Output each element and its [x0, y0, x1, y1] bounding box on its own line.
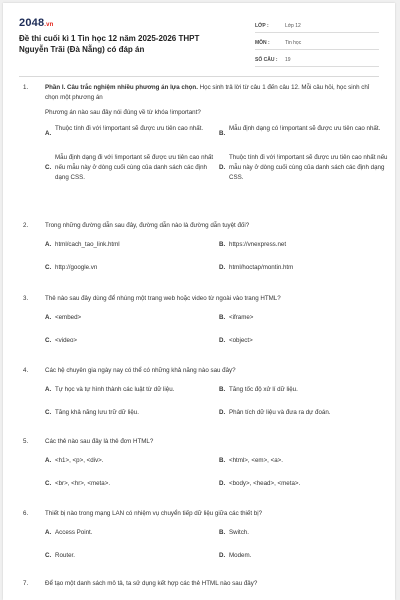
option-c[interactable]: [45, 408, 215, 418]
logo-number: 2048: [19, 17, 45, 29]
option-letter: A.: [45, 241, 52, 248]
question-7: [23, 579, 375, 589]
question-number: 5.: [23, 438, 29, 445]
question-text: Trong những đường dẫn sau đây, đường dẫn nào là đường dẫn tuyệt đối?: [45, 222, 250, 229]
question-4: [23, 366, 375, 425]
question-number: 2.: [23, 222, 29, 229]
option-letter: B.: [219, 314, 226, 321]
document-page: [3, 3, 395, 600]
option-letter: B.: [219, 386, 226, 393]
option-text: <h1>, <p>, <div>.: [55, 457, 104, 464]
option-b[interactable]: [219, 124, 389, 137]
option-letter: C.: [45, 164, 52, 171]
question-number: 6.: [23, 510, 29, 517]
option-letter: B.: [219, 241, 226, 248]
option-a[interactable]: [45, 124, 215, 137]
section-instructions: Học sinh trả lời từ câu 1 đến câu 12. Mỗi câu hỏi, học sinh chỉ chọn một phương án: [45, 84, 370, 101]
option-b[interactable]: [219, 528, 389, 538]
option-d[interactable]: [219, 479, 389, 489]
question-text: Thẻ nào sau đây dùng để nhúng một trang web hoặc video từ ngoài vào trang HTML?: [45, 295, 281, 302]
option-text: html/hoctap/montin.htm: [229, 264, 294, 271]
option-text: html/cach_tao_link.html: [55, 241, 120, 248]
option-letter: A.: [45, 386, 52, 393]
question-options: [45, 124, 388, 194]
question-options: [45, 456, 375, 496]
option-c[interactable]: [45, 336, 215, 346]
option-d[interactable]: [219, 336, 389, 346]
option-letter: A.: [45, 457, 52, 464]
option-text: Access Point.: [55, 529, 93, 536]
question-text: Thiết bị nào trong mạng LAN có nhiệm vụ chuyển tiếp dữ liệu giữa các thiết bị?: [45, 510, 263, 517]
option-text: https://vnexpress.net: [229, 241, 287, 248]
option-c[interactable]: [45, 263, 215, 273]
question-text: Các thẻ nào sau đây là thẻ đơn HTML?: [45, 438, 154, 445]
option-letter: C.: [45, 337, 52, 344]
option-text: <html>, <em>, <a>.: [229, 457, 284, 464]
option-d[interactable]: [219, 408, 389, 418]
option-text: <body>, <head>, <meta>.: [229, 480, 301, 487]
option-letter: C.: [45, 480, 52, 487]
option-text: Mẫu định dạng đi với !important sẽ được ưu tiên cao nhất nếu mẫu này ở dòng cuối cùng của danh sách các định dạng CSS.: [55, 154, 214, 181]
option-text: Tăng khả năng lưu trữ dữ liệu.: [55, 409, 139, 416]
option-letter: A.: [45, 130, 52, 137]
option-letter: D.: [219, 552, 226, 559]
question-1: [23, 83, 388, 194]
option-letter: D.: [219, 480, 226, 487]
option-b[interactable]: [219, 313, 389, 323]
question-body: [45, 366, 375, 376]
question-3: [23, 294, 375, 353]
option-text: <object>: [229, 337, 253, 344]
meta-row-class: [255, 19, 379, 33]
meta-value: Tin học: [285, 39, 302, 46]
option-text: Thuộc tính đi với !important sẽ được ưu tiên cao nhất.: [55, 125, 204, 132]
option-text: Tăng tốc độ xử lí dữ liệu.: [229, 386, 298, 393]
option-letter: D.: [219, 164, 226, 171]
logo-suffix: .vn: [44, 22, 54, 28]
question-body: [45, 83, 375, 118]
option-letter: B.: [219, 457, 226, 464]
option-letter: A.: [45, 529, 52, 536]
meta-key: MÔN :: [255, 39, 270, 46]
option-a[interactable]: [45, 240, 215, 250]
question-body: [45, 437, 375, 447]
option-letter: B.: [219, 529, 226, 536]
question-body: [45, 221, 375, 231]
question-body: [45, 509, 375, 519]
option-c[interactable]: [45, 153, 215, 183]
option-letter: C.: [45, 409, 52, 416]
question-number: 3.: [23, 295, 29, 302]
header-divider: [19, 76, 379, 77]
site-logo[interactable]: [19, 17, 54, 29]
question-6: [23, 509, 375, 568]
option-d[interactable]: [219, 263, 389, 273]
question-number: 4.: [23, 367, 29, 374]
option-a[interactable]: [45, 456, 215, 466]
option-d[interactable]: [219, 551, 389, 561]
page-title: Đề thi cuối kì 1 Tin học 12 năm 2025-2026 THPT Nguyễn Trãi (Đà Nẵng) có đáp án: [19, 34, 200, 54]
option-text: Tự học và tự hình thành các luật từ dữ liệu.: [55, 386, 175, 393]
option-text: Phân tích dữ liệu và đưa ra dự đoán.: [229, 409, 331, 416]
question-options: [45, 528, 375, 568]
option-letter: C.: [45, 552, 52, 559]
meta-key: LỚP :: [255, 22, 269, 29]
option-letter: D.: [219, 337, 226, 344]
option-b[interactable]: [219, 385, 389, 395]
option-text: http://google.vn: [55, 264, 98, 271]
exam-meta: [255, 19, 379, 70]
question-number: 1.: [23, 84, 29, 91]
option-text: Router.: [55, 552, 75, 559]
option-letter: B.: [219, 130, 226, 137]
meta-row-count: [255, 53, 379, 67]
question-body: [45, 579, 375, 589]
option-letter: C.: [45, 264, 52, 271]
question-body: [45, 294, 375, 304]
option-b[interactable]: [219, 456, 389, 466]
option-text: Thuộc tính đi với !important sẽ được ưu tiên cao nhất nếu mẫu này ở dòng cuối cùng của danh sách các định dạng CSS.: [229, 154, 388, 181]
question-5: [23, 437, 375, 496]
option-text: <embed>: [55, 314, 82, 321]
option-a[interactable]: [45, 528, 215, 538]
option-text: Mẫu định dạng có !important sẽ được ưu tiên cao nhất.: [229, 125, 381, 132]
option-text: <iframe>: [229, 314, 254, 321]
option-text: <video>: [55, 337, 78, 344]
page-header: [3, 3, 395, 69]
question-options: [45, 313, 375, 353]
option-d[interactable]: [219, 153, 389, 183]
option-text: <br>, <hr>, <meta>.: [55, 480, 111, 487]
option-a[interactable]: [45, 313, 215, 323]
question-text: Để tạo một danh sách mô tả, ta sử dụng kết hợp các thẻ HTML nào sau đây?: [45, 580, 258, 587]
meta-key: SỐ CÂU :: [255, 56, 278, 63]
option-b[interactable]: [219, 240, 389, 250]
option-c[interactable]: [45, 551, 215, 561]
question-text: [45, 83, 375, 103]
section-heading: Phần I. Câu trắc nghiệm nhiều phương án lựa chọn.: [45, 84, 198, 91]
option-letter: A.: [45, 314, 52, 321]
question-options: [45, 385, 375, 425]
option-a[interactable]: [45, 385, 215, 395]
question-2: [23, 221, 375, 280]
option-letter: D.: [219, 264, 226, 271]
meta-value: 19: [285, 56, 291, 63]
question-number: 7.: [23, 580, 29, 587]
option-letter: D.: [219, 409, 226, 416]
option-text: Switch.: [229, 529, 249, 536]
option-text: Modem.: [229, 552, 252, 559]
meta-row-subject: [255, 36, 379, 50]
option-c[interactable]: [45, 479, 215, 489]
meta-value: Lớp 12: [285, 22, 301, 29]
question-prompt: Phương án nào sau đây nói đúng về từ khóa !important?: [45, 109, 201, 116]
question-text: Các hệ chuyên gia ngày nay có thể có những khả năng nào sau đây?: [45, 367, 236, 374]
question-options: [45, 240, 375, 280]
